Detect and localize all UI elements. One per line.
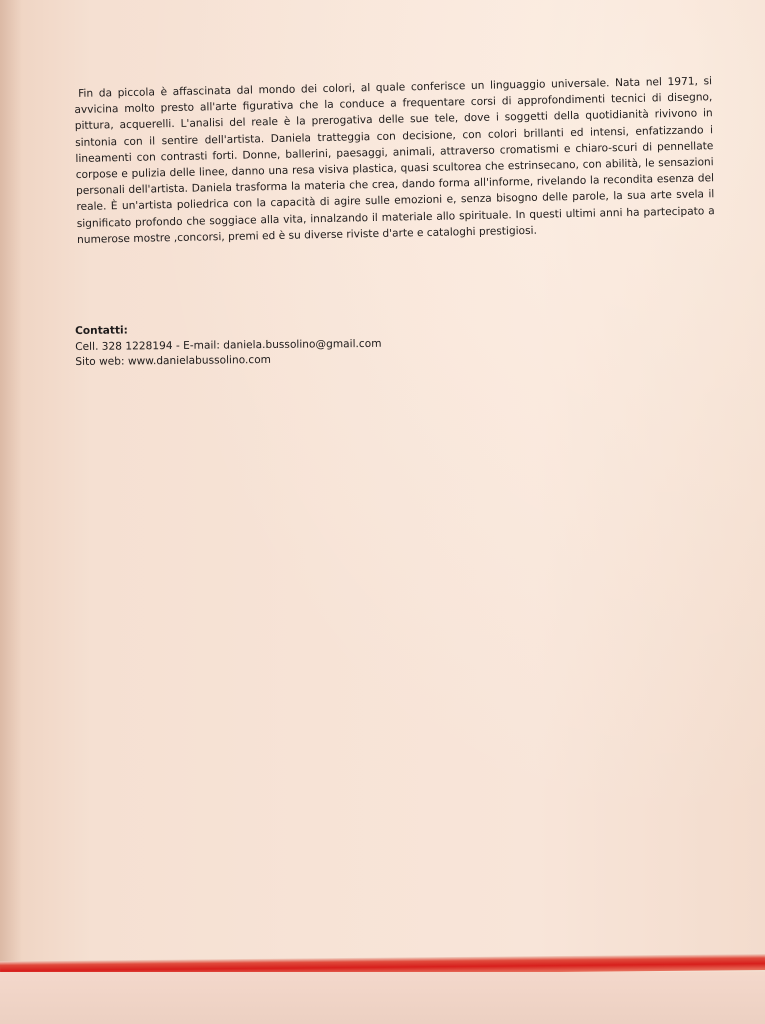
contacts-heading: Contatti: xyxy=(75,324,128,337)
page-edge-shadow xyxy=(0,0,22,1024)
contacts-phone-email: Cell. 328 1228194 - E-mail: daniela.bussolino@gmail.com xyxy=(75,337,382,353)
bottom-page-strip xyxy=(0,972,765,1024)
contacts-block xyxy=(75,321,382,371)
artist-biography xyxy=(74,73,715,248)
biography-paragraph: Fin da piccola è affascinata dal mondo dei colori, al quale conferisce un linguaggio universale. Nata nel 1971, si avvicina molto presto all'arte figurativa che la conduce a frequentare corsi di approfondimenti tecnici di disegno, pittura, acquerelli. L'analisi del reale è la prerogativa delle sue tele, dove i soggetti della quotidianità rivivono in sintonia con il sentire dell'artista. Daniela tratteggia con decisione, con colori brillanti ed intensi, enfatizzando i lineamenti con contrasti forti. Donne, ballerini, paesaggi, animali, attraverso cromatismi e chiaro-scuri di pennellate corpose e pulizia delle linee, danno una resa visiva plastica, quasi scultorea che estrinsecano, con abilità, le sensazioni personali dell'artista. Daniela trasforma la materia che crea, dando forma all'informe, rivelando la recondita esenza del reale. È un'artista poliedrica con la capacità di agire sulle emozioni e, senza bisogno delle parole, la sua arte svela il significato profondo che soggiace alla vita, innalzando il materiale allo spirituale. In questi ultimi anni ha partecipato a numerose mostre ,concorsi, premi ed è su diverse riviste d'arte e cataloghi prestigiosi. xyxy=(74,75,715,246)
contacts-website: Sito web: www.danielabussolino.com xyxy=(75,353,272,368)
